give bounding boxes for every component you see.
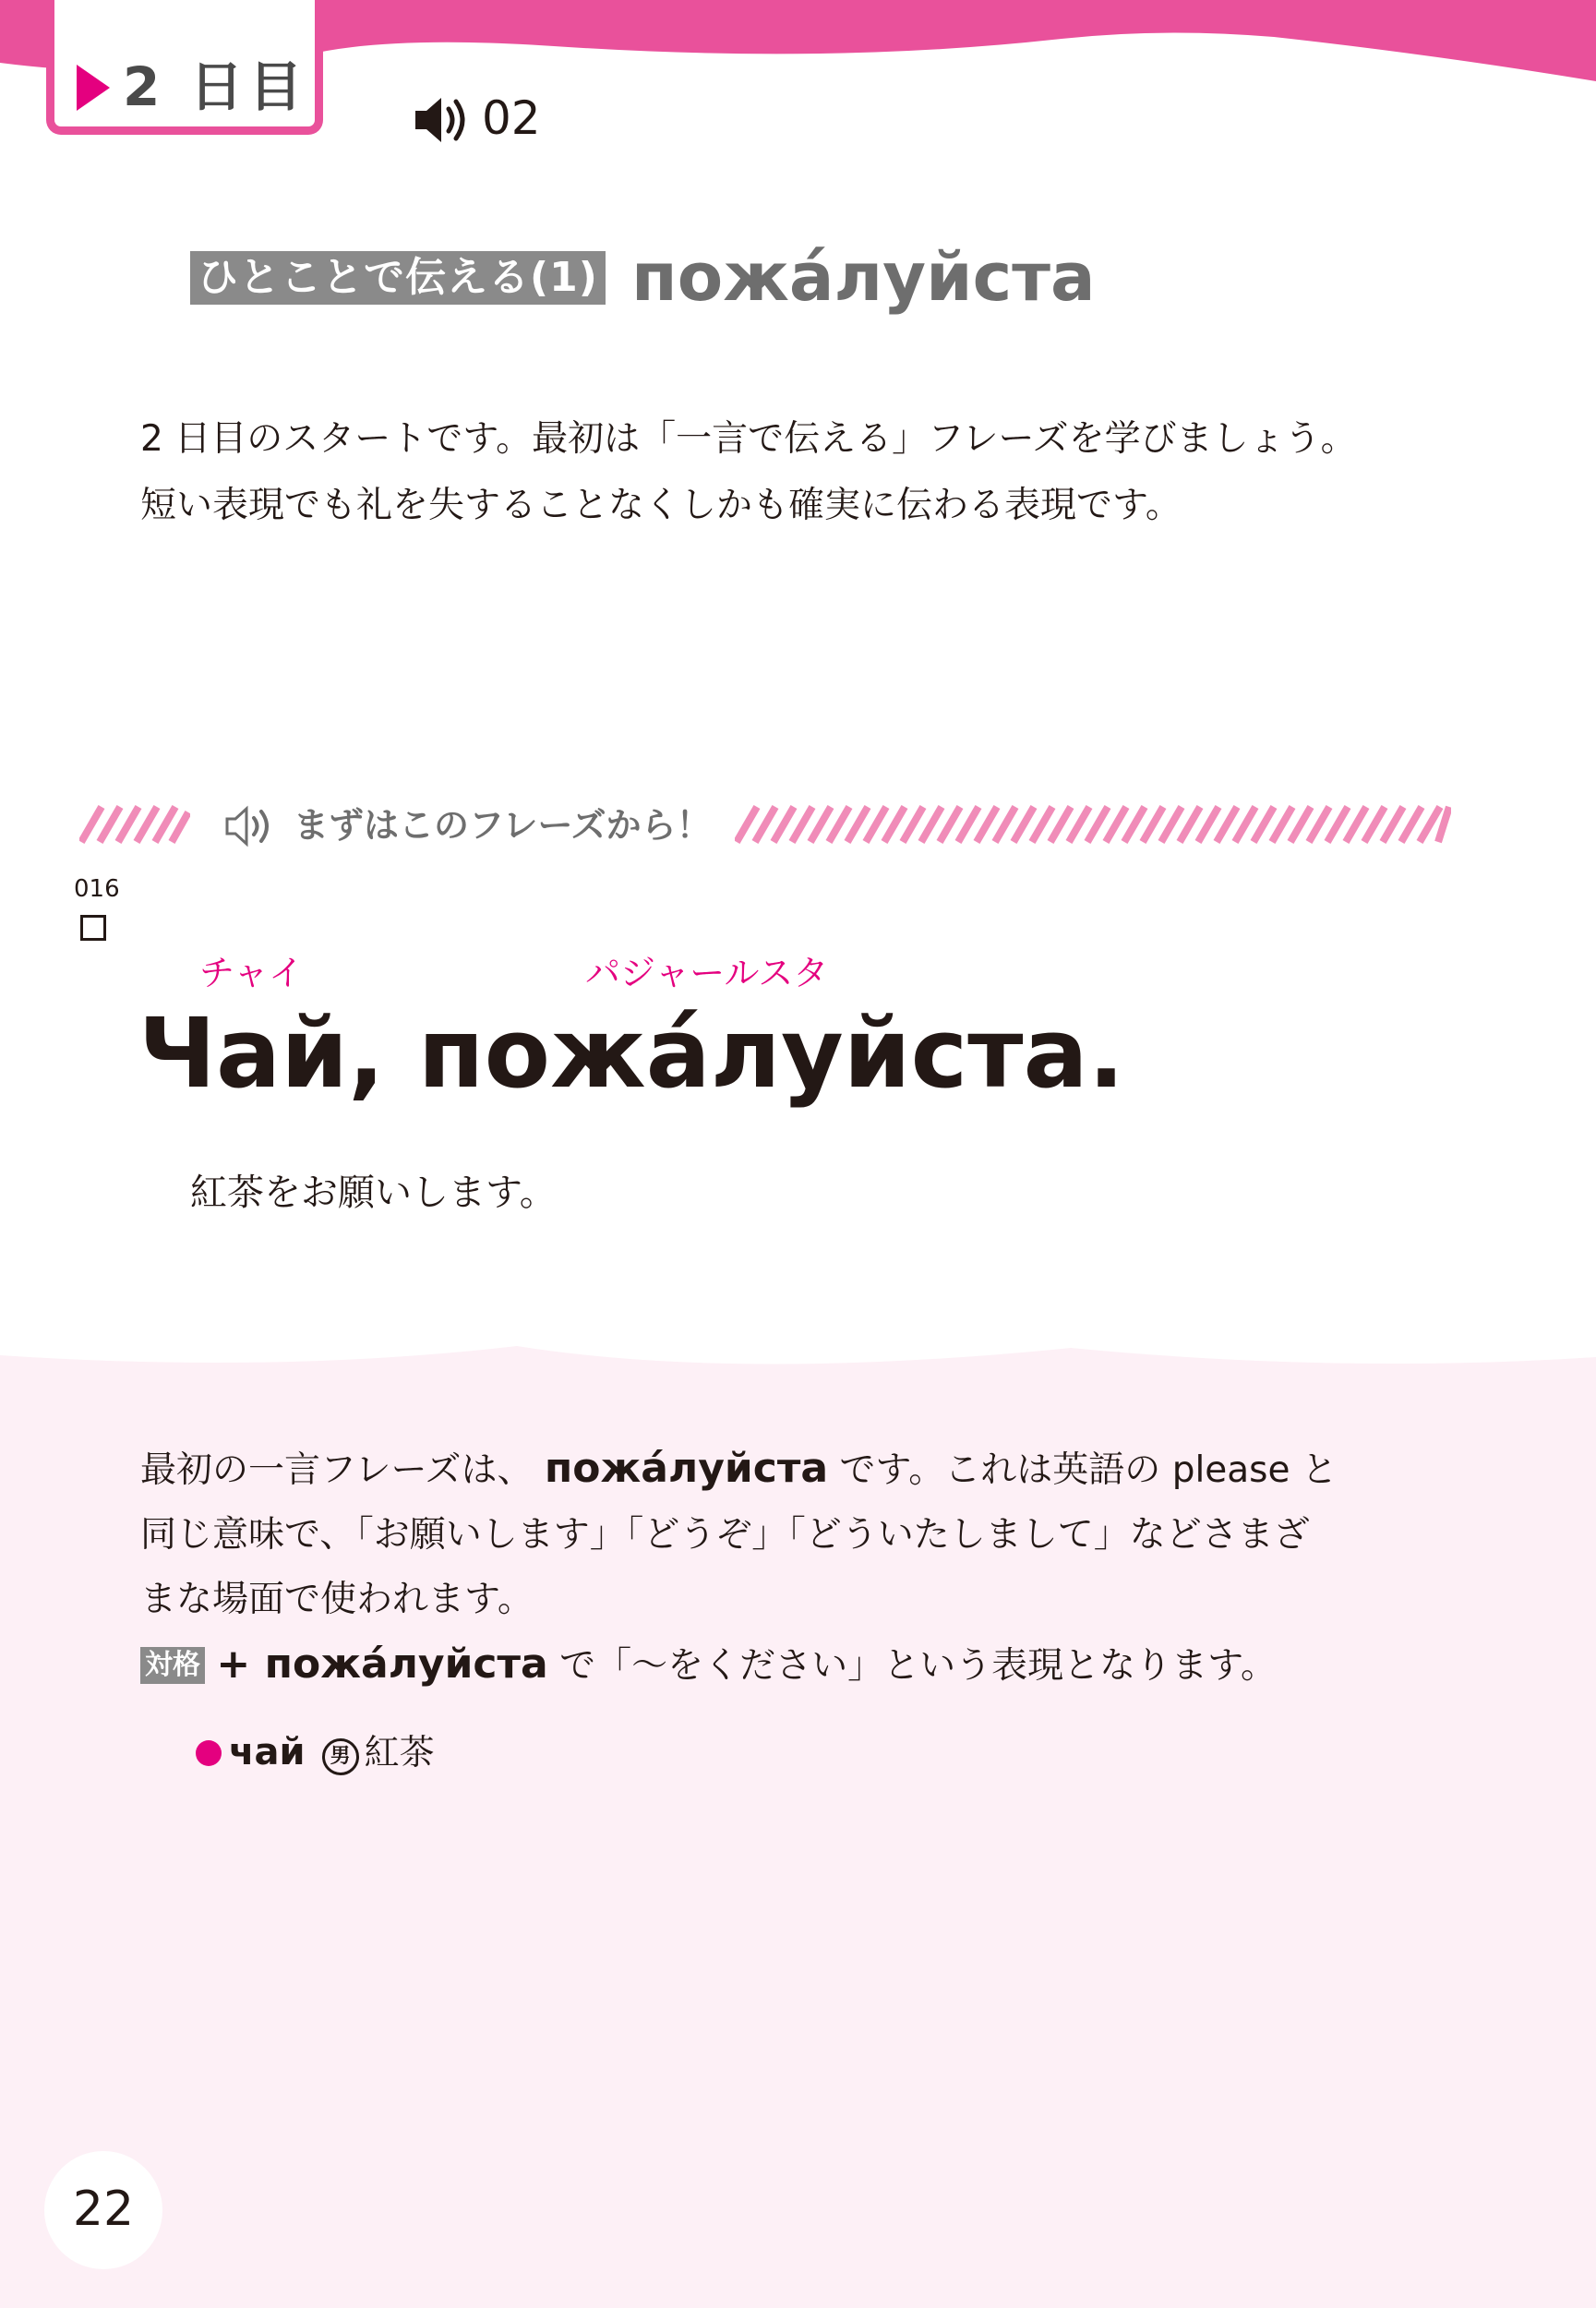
intro-line-1: 2 日目のスタートです。最初は「一言で伝える」フレーズを学びましょう。 — [140, 418, 1357, 460]
phrase-translation: 紅茶をお願いします。 — [190, 1172, 557, 1214]
explain-bold-word: + пожа́луйста — [216, 1641, 548, 1688]
gender-badge: 男 — [322, 1738, 359, 1775]
explain-line-4 — [140, 1632, 1525, 1699]
vocab-word: чай — [229, 1731, 306, 1773]
speaker-icon[interactable] — [412, 92, 471, 148]
speaker-outline-icon[interactable] — [223, 803, 277, 849]
explain-text: です。これは英語の please と — [828, 1449, 1338, 1491]
section-label: ひとことで伝える(1) — [190, 251, 606, 305]
explain-line-3: まな場面で使われます。 — [140, 1579, 534, 1620]
ruby-chai: チャイ — [199, 953, 304, 993]
vocab-item — [196, 1726, 435, 1778]
checkbox[interactable] — [80, 915, 106, 941]
vocab-meaning: 紅茶 — [364, 1732, 435, 1773]
stripe-decoration-left — [79, 801, 190, 847]
section-word: пожа́луйста — [631, 238, 1096, 316]
play-arrow-icon — [77, 65, 110, 111]
explanation — [140, 1436, 1525, 1699]
stripe-decoration-right — [735, 801, 1451, 847]
item-number: 016 — [74, 875, 120, 903]
main-phrase: Чай, пожа́луйста. — [138, 997, 1125, 1110]
bullet-dot-icon — [196, 1740, 222, 1766]
explain-line-1 — [140, 1436, 1525, 1503]
case-tag: 対格 — [140, 1647, 205, 1684]
explain-text: 最初の一言フレーズは、 — [140, 1449, 545, 1491]
page-number: 22 — [72, 2182, 135, 2237]
audio-track-number: 02 — [482, 91, 541, 145]
banner-text: まずはこのフレーズから！ — [294, 805, 712, 846]
intro-text — [140, 406, 1506, 539]
ruby-pozhaluysta: パジャールスタ — [585, 953, 829, 993]
explain-text: で「～をください」という表現となります。 — [547, 1645, 1277, 1687]
explain-line-2: 同じ意味で、「お願いします」「どうぞ」「どういたしまして」などさまざ — [140, 1514, 1310, 1556]
day-label: 2 日目 — [123, 55, 308, 118]
intro-line-2: 短い表現でも礼を失することなくしかも確実に伝わる表現です。 — [140, 485, 1182, 526]
explain-bold-word: пожа́луйста — [544, 1445, 829, 1492]
